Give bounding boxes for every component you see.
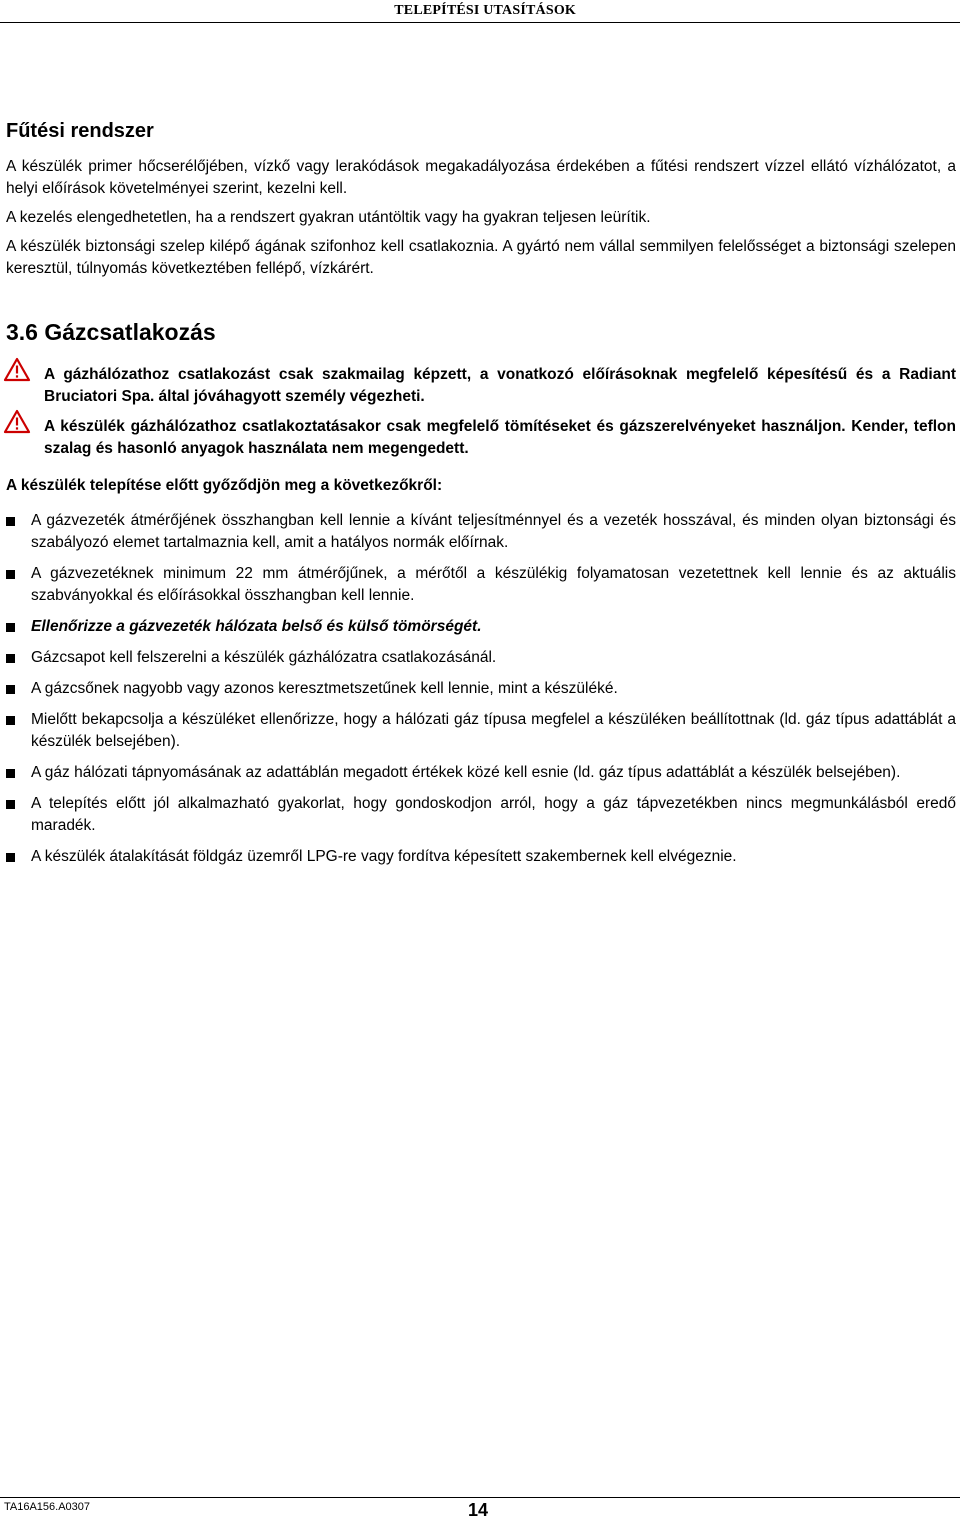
warning-text: A készülék gázhálózathoz csatlakoztatásakor csak megfelelő tömítéseket és gázszerelvényeket használjon. Kender, teflon szalag és hasonló anyagok használata nem megengedett. (44, 418, 956, 457)
warning-icon (3, 357, 31, 383)
warning-text: A gázhálózathoz csatlakozást csak szakmailag képzett, a vonatkozó előírásoknak megfelelő képesítésű és a Radiant Bruciatori Spa. által jóváhagyott személy végezheti. (44, 366, 956, 405)
heating-section (6, 118, 956, 280)
document-code: TA16A156.A0307 (4, 1501, 91, 1513)
list-item-text: A gázcsőnek nagyobb vagy azonos keresztmetszetűnek kell lennie, mint a készüléké. (31, 680, 618, 697)
warning-notice (6, 364, 956, 408)
square-bullet-icon (6, 570, 15, 579)
list-item-text: A gázvezeték átmérőjének összhangban kell lennie a kívánt teljesítménnyel és a vezeték hosszával, és minden olyan biztonsági és szabályozó elemet tartalmaznia kell, amit a hatályos normák előírnak. (31, 512, 956, 551)
square-bullet-icon (6, 853, 15, 862)
header-title: TELEPÍTÉSI UTASÍTÁSOK (394, 3, 576, 18)
checklist (6, 510, 956, 868)
page-header (0, 0, 960, 23)
list-item (6, 793, 956, 837)
list-item-text: Gázcsapot kell felszerelni a készülék gázhálózatra csatlakozásánál. (31, 649, 497, 666)
heating-title: Fűtési rendszer (6, 120, 154, 142)
list-item (6, 678, 956, 700)
gas-title: 3.6 Gázcsatlakozás (6, 319, 216, 345)
page-content (6, 118, 956, 877)
checklist-intro: A készülék telepítése előtt győződjön meg a következőkről: (6, 477, 443, 494)
list-item-text: A készülék átalakítását földgáz üzemről LPG-re vagy fordítva képesített szakembernek kell elvégeznie. (31, 848, 737, 865)
square-bullet-icon (6, 685, 15, 694)
page-footer (0, 1497, 960, 1520)
page-number: 14 (468, 1500, 489, 1520)
list-item (6, 563, 956, 607)
list-item-text: Ellenőrizze a gázvezeték hálózata belső és külső tömörségét. (31, 618, 482, 635)
list-item-text: A gáz hálózati tápnyomásának az adattáblán megadott értékek közé kell esnie (ld. gáz típus adattáblát a készülék belsejében). (31, 764, 901, 781)
list-item (6, 762, 956, 784)
square-bullet-icon (6, 716, 15, 725)
heating-paragraph: A kezelés elengedhetetlen, ha a rendszert gyakran utántöltik vagy ha gyakran teljesen leürítik. (6, 209, 651, 226)
list-item-text: A gázvezetéknek minimum 22 mm átmérőjűnek, a mérőtől a készülékig folyamatosan vezetettnek kell lennie és az aktuális szabványokkal és előírásokkal összhangban kell lennie. (31, 565, 956, 604)
warning-icon (3, 409, 31, 435)
square-bullet-icon (6, 769, 15, 778)
square-bullet-icon (6, 800, 15, 809)
list-item (6, 846, 956, 868)
list-item (6, 616, 956, 638)
list-item (6, 709, 956, 753)
list-item (6, 510, 956, 554)
warning-notice (6, 416, 956, 460)
square-bullet-icon (6, 623, 15, 632)
list-item-text: A telepítés előtt jól alkalmazható gyakorlat, hogy gondoskodjon arról, hogy a gáz tápvezetékben nincs megmunkálásból eredő maradék. (31, 795, 956, 834)
square-bullet-icon (6, 517, 15, 526)
heating-paragraph: A készülék primer hőcserélőjében, vízkő vagy lerakódások megakadályozása érdekében a fűtési rendszert vízzel ellátó vízhálózatot, a helyi előírások követelményei szerint, kezelni kell. (6, 158, 956, 197)
list-item-text: Mielőtt bekapcsolja a készüléket ellenőrizze, hogy a hálózati gáz típusa megfelel a készüléken beállítottnak (ld. gáz típus adattáblát a készülék belsejében). (31, 711, 956, 750)
square-bullet-icon (6, 654, 15, 663)
gas-section (6, 317, 956, 868)
list-item (6, 647, 956, 669)
heating-paragraph: A készülék biztonsági szelep kilépő ágának szifonhoz kell csatlakoznia. A gyártó nem vállal semmilyen felelősséget a biztonsági szelepen keresztül, túlnyomás következtében fellépő, vízkárért. (6, 238, 956, 277)
